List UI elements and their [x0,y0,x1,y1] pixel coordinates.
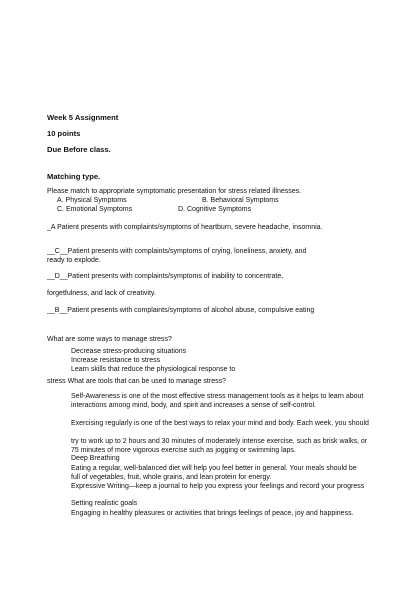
tool-exercise-line2: try to work up to 2 hours and 30 minutes of moderately intense exercise, such as brisk walks, or 75 minutes of more vigorous exercise such as jogging or swimming laps. [71,438,368,454]
option-c: C. Emotional Symptoms [57,206,133,213]
matching-instruction: Please match to appropriate symptomatic presentation for stress related illnesses. [47,188,302,195]
manage-item-3: Learn skills that reduce the physiological response to [71,366,236,373]
manage-question: What are some ways to manage stress? [47,336,172,343]
matching-item-2-line1: __C__Patient presents with complaints/symptoms of crying, loneliness, anxiety, and [47,248,307,255]
points-label: 10 points [47,129,81,138]
tool-deep-breathing: Deep Breathing [71,455,120,462]
option-b: B. Behavioral Symptoms [202,197,279,204]
tool-setting-goals: Setting realistic goals [71,500,138,507]
tool-exercise-line1: Exercising regularly is one of the best ways to relax your mind and body. Each week, you should [71,420,369,427]
tool-expressive-writing: Expressive Writing—keep a journal to help you express your feelings and record your progress [71,483,365,490]
matching-item-3-line1: __D__Patient presents with complaints/symptoms of inability to concentrate, [47,273,284,280]
tool-healthy-pleasures: Engaging in healthy pleasures or activities that brings feelings of peace, joy and happiness. [71,510,354,517]
matching-heading: Matching type. [47,172,101,181]
manage-item-2: Increase resistance to stress [71,357,161,364]
assignment-title: Week 5 Assignment [47,113,119,122]
option-d: D. Cognitive Symptoms [178,206,252,213]
option-a: A. Physical Symptoms [57,197,127,204]
tools-question: stress What are tools that can be used to manage stress? [47,378,226,385]
matching-item-3-line2: forgetfulness, and lack of creativity. [47,290,156,297]
matching-item-1: _A Patient presents with complaints/symptoms of heartburn, severe headache, insomnia. [47,224,323,231]
tool-eating: Eating a regular, well-balanced diet will help you feel better in general. Your meals should be full of vegetables, fruit, whole grains, and lean protein for energy. [71,465,357,481]
matching-item-2-line2: ready to explode. [47,257,101,264]
manage-item-1: Decrease stress-producing situations [71,348,187,355]
due-label: Due Before class. [47,145,111,154]
matching-item-4: __B__Patient presents with complaints/symptoms of alcohol abuse, compulsive eating [47,307,315,314]
tool-self-awareness: Self-Awareness is one of the most effective stress management tools as it helps to learn about interactions among mind, body, and spirit and increases a sense of self-control. [71,393,364,409]
